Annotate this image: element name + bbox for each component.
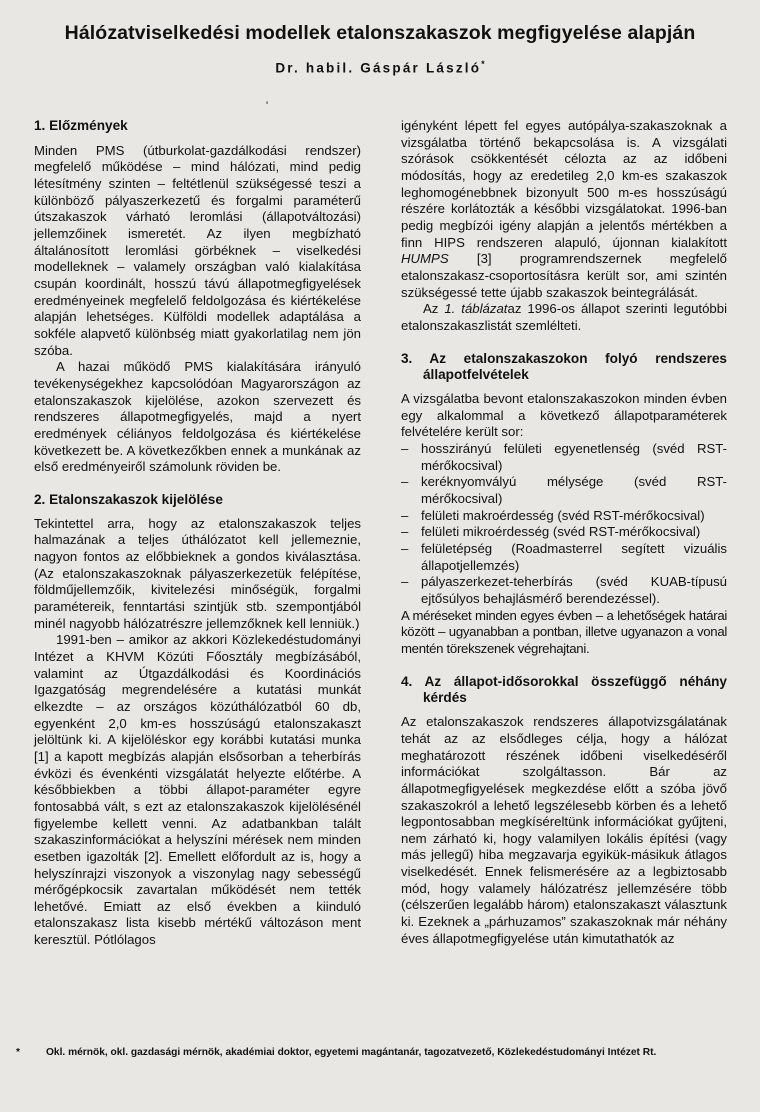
footnote-mark: * — [16, 1047, 20, 1058]
measurement-list — [401, 441, 727, 608]
list-item-text: felületi makroérdesség (svéd RST-mérőkocsival) — [421, 507, 705, 523]
list-item-text: keréknyomvályú mélysége (svéd RST-mérőkocsival) — [421, 474, 727, 507]
list-item — [401, 441, 727, 474]
list-item-text: hosszirányú felületi egyenetlenség (svéd RST-mérőkocsival) — [421, 441, 727, 473]
humps-term: HUMPS — [401, 251, 449, 267]
dash-marker: – — [401, 574, 409, 590]
section-2-paragraph-3 — [401, 301, 727, 334]
section-4-paragraph-1: Az etalonszakaszok rendszeres állapotvizsgálatának tehát az az elsődleges célja, hogy a hálózat meghatározott részének időbeni viselkedéséről információkat szolgáltasson. Bár az állapotmegfigyelések megkezdése előtt a szóba jövő szakaszokról a lehető legszélesebb körben és a lehető legpontosabban megkíséreltünk információkat gyűjteni, nem zárható ki, hogy valamilyen lokális építési (vagy más jellegű) hiba megzavarja egyikük-másikuk átlagos viselkedését. Ennek felismerésére az a legbiztosabb mód, hogy valamely hálózatrész jellemzésére több (célszerűen legalább három) etalonszakaszt választunk ki. Ezeknek a „párhuzamos” szakaszoknak már néhány éves állapotmegfigyelése után kimutathatók az — [401, 714, 727, 946]
stray-mark: ' — [266, 100, 269, 112]
list-item — [401, 508, 727, 525]
list-item-text: pályaszerkezet-teherbírás (svéd KUAB-típusú ejtősúlyos behajlásmérő berendezéssel). — [421, 574, 727, 606]
list-item — [401, 541, 727, 574]
right-column — [401, 118, 727, 947]
table-ref-post: az 1996-os állapot szerinti legutóbbi etalonszakaszlistát szemlélteti. — [401, 301, 728, 333]
section-1-paragraph-2: A hazai működő PMS kialakítására irányuló tevékenységekhez kapcsolódóan Magyarországon az etalonszakaszok kijelölése, azokon szervezett és rendszeres állapotmegfigyelés, majd a nyert eredmények céliányos feldolgozása és kiértékelése következett be. A következőkben ennek a munkának az első eredményeiről számolunk röviden be. — [34, 359, 361, 475]
section-2-paragraph-2-continued — [401, 118, 727, 301]
section-3-outro: A méréseket minden egyes évben – a lehetőségek határai között – ugyanabban a pontban, illetve ugyanazon a vonal mentén törekszenek végrehajtani. — [401, 607, 727, 656]
dash-marker: – — [401, 474, 409, 490]
author-footnote-mark: * — [481, 59, 485, 69]
dash-marker: – — [401, 524, 409, 540]
author-line — [0, 59, 760, 76]
author-name: Dr. habil. Gáspár László — [275, 60, 482, 76]
continued-text-2: [3] programrendszernek megfelelő etalonszakasz-csoportosításra került sor, ami szintén szükségessé tette újabb szakaszok beintegrálását. — [401, 251, 727, 300]
section-3-heading: 3. Az etalonszakaszokon folyó rendszeres állapotfelvételek — [401, 350, 727, 383]
list-item-text: felületépség (Roadmasterrel segített vizuális állapotjellemzés) — [421, 541, 727, 573]
dash-marker: – — [401, 541, 409, 557]
footnote — [16, 1047, 751, 1058]
section-2-paragraph-1: Tekintettel arra, hogy az etalonszakaszok teljes halmazának a teljes úthálózatot kell jellemeznie, nagyon fontos az előbbieknek a gondos kiválasztása. (Az etalonszakaszoknak pályaszerkezetük felépítése, földműjellemzőik, kivitelezési minőségük, forgalmi paramétereik, fenntartási szintjük stb. szempontjából minél nagyobb hálózatrészre jellemzőknek kell lenniük.) — [34, 515, 361, 631]
footnote-text: Okl. mérnök, okl. gazdasági mérnök, akadémiai doktor, egyetemi magántanár, tagozatvezető, Közlekedéstudományi Intézet Rt. — [46, 1047, 657, 1058]
list-item — [401, 574, 727, 607]
table-ref: 1. táblázat — [444, 301, 508, 317]
section-3-intro: A vizsgálatba bevont etalonszakaszokon minden évben egy alkalommal a következő állapotparaméterek felvételére került sor: — [401, 391, 727, 440]
dash-marker: – — [401, 441, 409, 457]
list-item-text: felületi mikroérdesség (svéd RST-mérőkocsival) — [421, 524, 701, 540]
left-column — [34, 118, 361, 949]
table-ref-pre: Az — [423, 301, 439, 317]
section-2-heading: 2. Etalonszakaszok kijelölése — [34, 491, 223, 507]
dash-marker: – — [401, 507, 409, 523]
continued-text: igényként lépett fel egyes autópálya-szakaszoknak a vizsgálatba történő bekapcsolása is. A vizsgálati szórások csökkentését célozta az az időbeni módosítás, hogy az eredetileg 2,0 km-es szakaszok leghomogénebbnek bizonyult 500 m-es hosszúságú részére korlátozták a későbbi vizsgálatokat. 1996-ban pedig megbízói igény alapján a jelentős mértékben a finn HIPS rendszeren alapuló, újonnan kialakított — [401, 118, 727, 250]
section-4-heading: 4. Az állapot-idősorokkal összefüggő néhány kérdés — [401, 673, 727, 706]
list-item — [401, 524, 727, 541]
article-title: Hálózatviselkedési modellek etalonszakaszok megfigyelése alapján — [64, 22, 696, 44]
section-1-heading: 1. Előzmények — [34, 118, 128, 133]
list-item — [401, 474, 727, 507]
section-1-paragraph-1: Minden PMS (útburkolat-gazdálkodási rendszer) megfelelő működése – mind hálózati, mind pedig létesítmény szinten – feltétlenül szükségessé teszi a különböző pályaszerkezetű és forgalmi paraméterű útszakaszok várható leromlási (állapotváltozási) jellemzőinek ismeretét. Az ilyen megbízható általánosított leromlási görbéknek – viselkedési modelleknek – valamely országban való kialakítása csupán koordinált, hosszú távú állapotmegfigyelések eredményeinek megfelelő feldolgozása és kiértékelése alapján lehetséges. Külföldi modellek adaptálása a sokféle alapvető különbség miatt gyakorlatilag nem jön szóba. — [34, 142, 361, 358]
section-2-paragraph-2: 1991-ben – amikor az akkori Közlekedéstudományi Intézet a KHVM Közúti Főosztály megbízásából, valamint az Útgazdálkodási és Koordinációs Igazgatóság megrendelésére a kutatási munkát elkezdte – az országos közúthálózatból 60 db, egyenként 2,0 km-es hosszúságú etalonszakaszt jelöltünk ki. A kijelöléskor egy korábbi kutatási munka [1] a kapott megbízás alapján elsősorban a teherbírás évközi és évenkénti vizsgálatát helyezte előtérbe. A későbbiekben a többi állapot-paraméter egyre fontosabbá vált, s ezt az etalonszakaszok kijelölésénél figyelembe kellett venni. Az adatbankban talált szakaszinformációkat a helyszíni mérések nem minden esetben igazolták [2]. Emellett előfordult az is, hogy a helyszínrajzi viszonyok a viszonylag nagy sebességű mérőgépkocsik zavartalan működését nem tették lehetővé. Emiatt az első években a kiinduló etalonszakasz lista kisebb mértékű változáson ment keresztül. Pótlólagos — [34, 632, 361, 948]
